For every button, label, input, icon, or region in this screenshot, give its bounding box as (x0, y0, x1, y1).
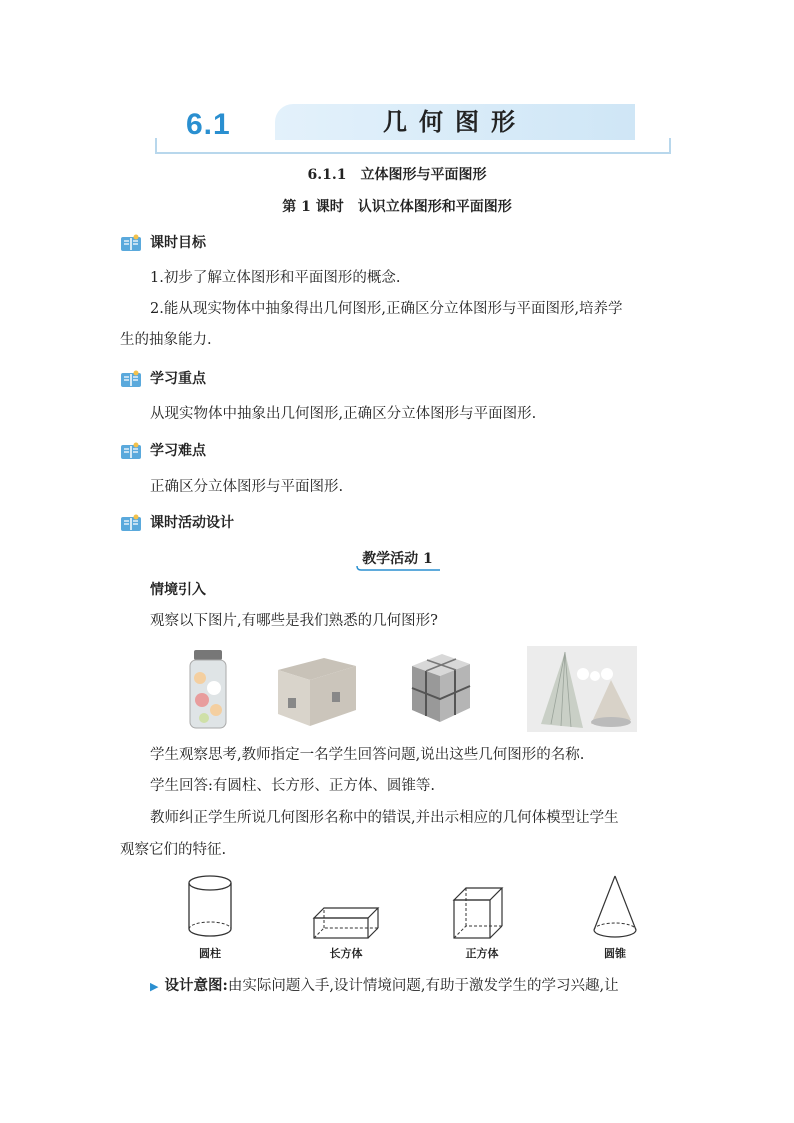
para-1: 学生观察思考,教师指定一名学生回答问题,说出这些几何图形的名称. (150, 747, 585, 763)
para-2: 学生回答:有圆柱、长方形、正方体、圆锥等. (150, 778, 435, 794)
shape-label-cube: 正方体 (465, 947, 499, 960)
activity-label-text: 教学活动 1 (362, 551, 433, 567)
activity-label (355, 548, 440, 568)
shape-label-cylinder: 圆柱 (199, 947, 221, 960)
goal-line-1: 1.初步了解立体图形和平面图形的概念. (150, 270, 401, 286)
design-intent-label: 设计意图: (164, 977, 228, 994)
para-3a: 教师纠正学生所说几何图形名称中的错误,并出示相应的几何体模型让学生 (150, 810, 619, 826)
book-icon (120, 442, 142, 460)
cube-drawing (452, 886, 504, 940)
goal-line-2a: 2.能从现实物体中抽象得出几何图形,正确区分立体图形与平面图形,培养学 (150, 301, 623, 317)
section-heading-text: 课时目标 (150, 235, 206, 251)
section-heading-text: 学习难点 (150, 443, 206, 459)
intro-heading: 情境引入 (150, 582, 206, 598)
book-icon (120, 234, 142, 252)
subsection-title: 6.1.1 立体图形与平面图形 (307, 167, 487, 183)
triangle-icon: ▶ (150, 980, 159, 993)
section-heading-text: 课时活动设计 (150, 515, 234, 531)
section-number: 6.1 (186, 108, 231, 141)
cuboid-drawing (312, 906, 380, 940)
para-3b: 观察它们的特征. (120, 842, 227, 858)
cylinder-drawing (186, 874, 234, 940)
header-frame-line (155, 138, 671, 154)
design-intent (150, 976, 619, 997)
section-title: 几何图形 (383, 107, 527, 136)
section-design-heading (120, 512, 234, 534)
jar-photo (186, 648, 230, 730)
section-difficulty-heading (120, 440, 206, 462)
cone-drawing (592, 874, 638, 940)
goal-line-2b: 生的抽象能力. (120, 332, 212, 348)
activity-underline (355, 565, 440, 571)
cones-photo (527, 646, 637, 732)
section-goals-heading (120, 232, 206, 254)
box-photo (274, 652, 360, 728)
section-heading-text: 学习重点 (150, 371, 206, 387)
shape-label-cone: 圆锥 (604, 947, 626, 960)
question-text: 观察以下图片,有哪些是我们熟悉的几何图形? (150, 613, 438, 629)
shape-label-cuboid: 长方体 (329, 947, 363, 960)
book-icon (120, 514, 142, 532)
key-line-1: 从现实物体中抽象出几何图形,正确区分立体图形与平面图形. (150, 406, 537, 422)
book-icon (120, 370, 142, 388)
lesson-title: 第 1 课时 认识立体图形和平面图形 (282, 199, 512, 215)
cube-photo (408, 650, 472, 724)
section-key-heading (120, 368, 206, 390)
design-intent-text: 由实际问题入手,设计情境问题,有助于激发学生的学习兴趣,让 (227, 978, 619, 994)
difficulty-line-1: 正确区分立体图形与平面图形. (150, 479, 344, 495)
